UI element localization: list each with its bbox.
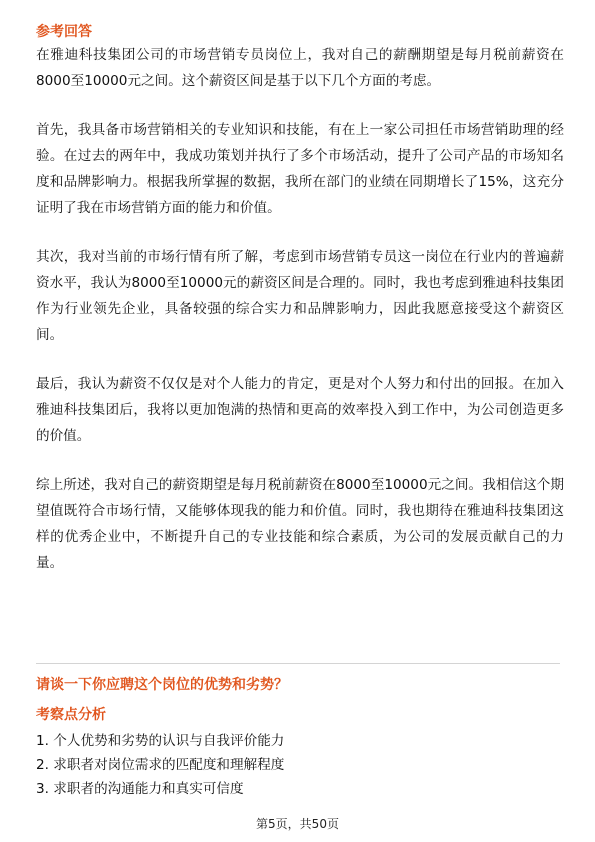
paragraph-gap [36, 94, 564, 117]
next-question-section [36, 675, 560, 801]
answer-paragraph-4: 最后，我认为薪资不仅仅是对个人能力的肯定，更是对个人努力和付出的回报。在加入雅迪科技集团后，我将以更加饱满的热情和更高的效率投入到工作中，为公司创造更多的价值。 [36, 376, 564, 444]
answer-paragraph-5: 综上所述，我对自己的薪资期望是每月税前薪资在8000至10000元之间。我相信这个期望值既符合市场行情，又能够体现我的能力和价值。同时，我也期待在雅迪科技集团这样的优秀企业中，不断提升自己的专业技能和综合素质，为公司的发展贡献自己的力量。 [36, 477, 564, 571]
page-number: 第5页，共50页 [256, 817, 339, 831]
answer-paragraph-1: 在雅迪科技集团公司的市场营销专员岗位上，我对自己的薪酬期望是每月税前薪资在8000至10000元之间。这个薪资区间是基于以下几个方面的考虑。 [36, 47, 564, 89]
paragraph-gap [36, 348, 564, 371]
answer-label: 参考回答 [36, 24, 92, 40]
analysis-label: 考察点分析 [36, 707, 106, 723]
analysis-point-2: 2. 求职者对岗位需求的匹配度和理解程度 [36, 757, 285, 773]
answer-paragraph-2: 首先，我具备市场营销相关的专业知识和技能，有在上一家公司担任市场营销助理的经验。在过去的两年中，我成功策划并执行了多个市场活动，提升了公司产品的市场知名度和品牌影响力。根据我所掌握的数据，我所在部门的业绩在同期增长了15%，这充分证明了我在市场营销方面的能力和价值。 [36, 122, 564, 216]
analysis-point-1: 1. 个人优势和劣势的认识与自我评价能力 [36, 733, 285, 749]
question-title: 请谈一下你应聘这个岗位的优势和劣势？ [36, 677, 288, 693]
paragraph-gap [36, 449, 564, 472]
paragraph-gap [36, 221, 564, 244]
analysis-point-3: 3. 求职者的沟通能力和真实可信度 [36, 781, 244, 797]
answer-section [36, 22, 564, 576]
answer-paragraph-3: 其次，我对当前的市场行情有所了解，考虑到市场营销专员这一岗位在行业内的普遍薪资水平，我认为8000至10000元的薪资区间是合理的。同时，我也考虑到雅迪科技集团作为行业领先企业，具备较强的综合实力和品牌影响力，因此我愿意接受这个薪资区间。 [36, 249, 564, 343]
section-divider [36, 663, 560, 664]
